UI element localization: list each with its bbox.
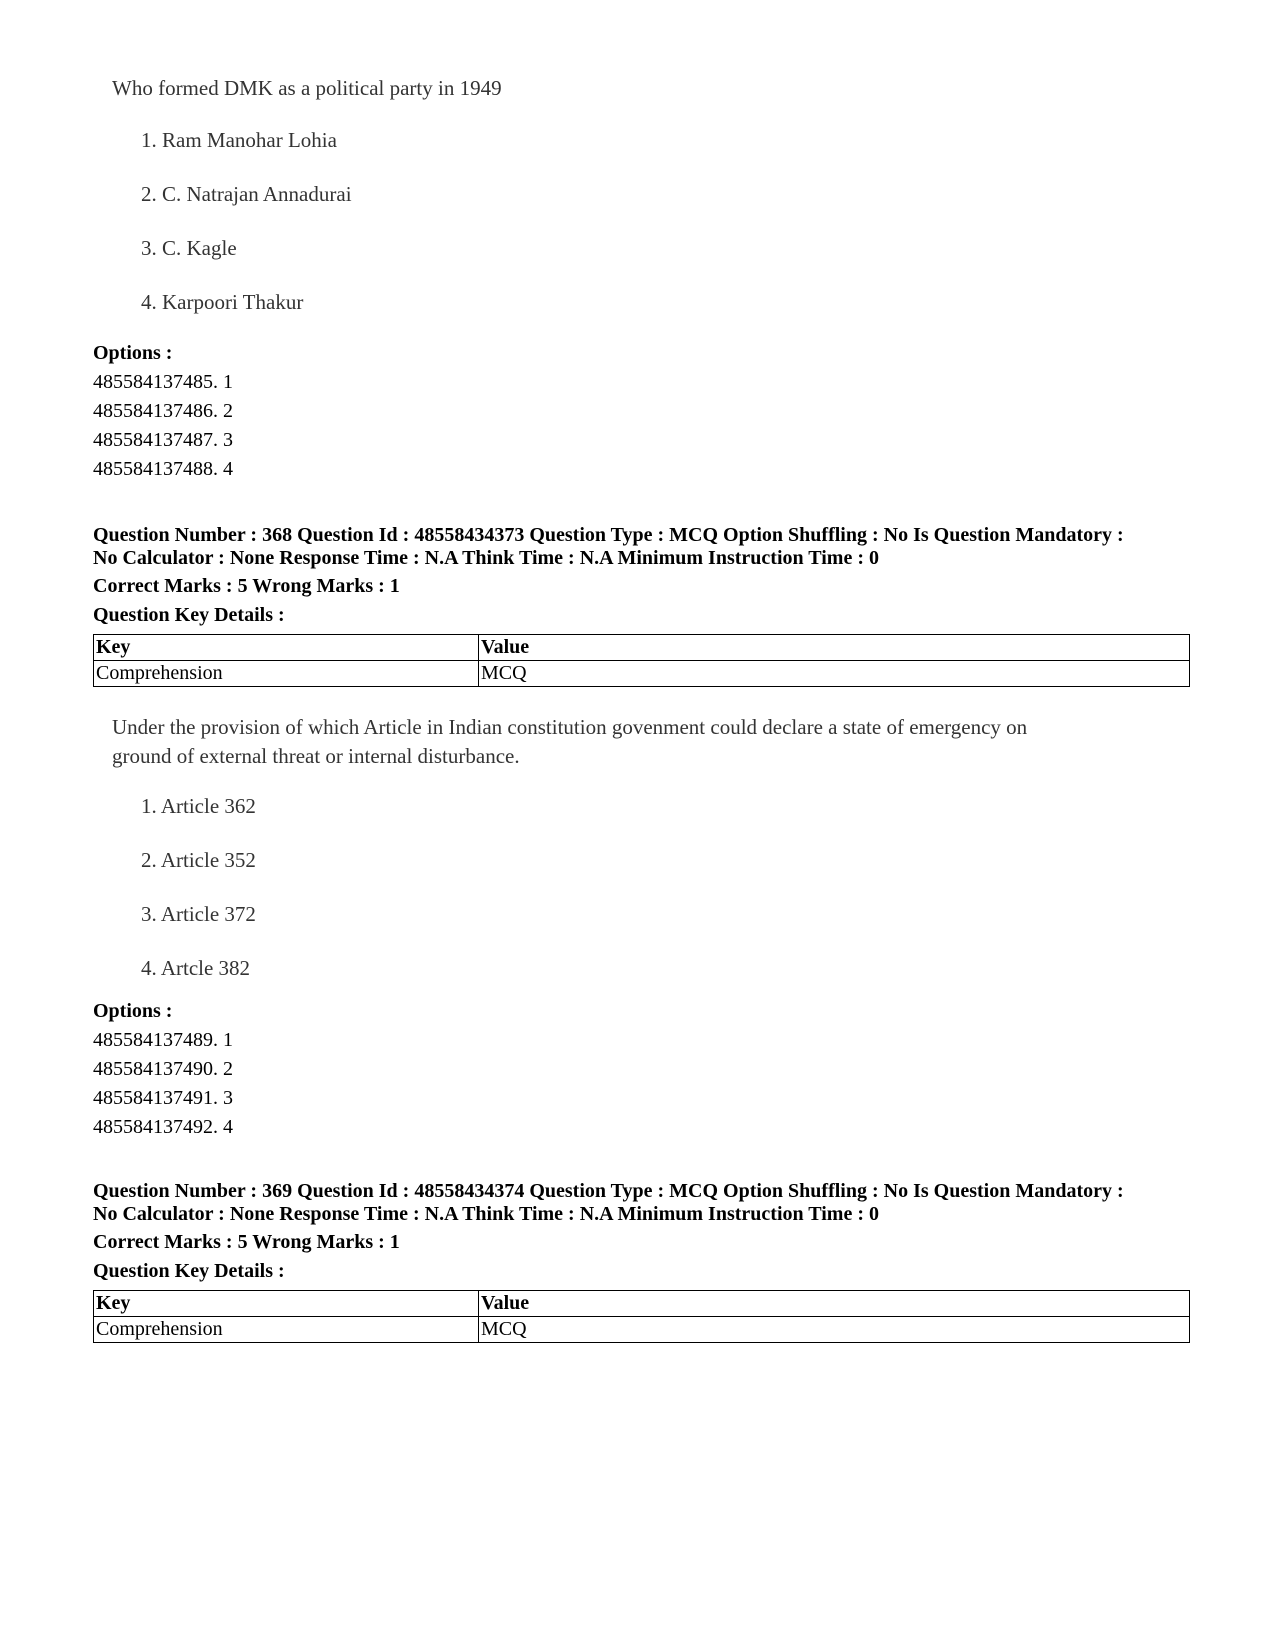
question-meta-line: No Calculator : None Response Time : N.A Think Time : N.A Minimum Instruction Time : 0	[93, 547, 879, 569]
choice-item: 2. Article 352	[141, 848, 256, 872]
question-meta-line: No Calculator : None Response Time : N.A Think Time : N.A Minimum Instruction Time : 0	[93, 1203, 879, 1225]
key-details-table	[93, 1290, 1190, 1343]
table-row	[94, 661, 1190, 687]
option-id-line: 485584137485. 1	[93, 371, 233, 393]
options-label: Options :	[93, 342, 173, 364]
key-details-label: Question Key Details :	[93, 604, 285, 626]
key-details-table	[93, 634, 1190, 687]
key-details-label: Question Key Details :	[93, 1260, 285, 1282]
question-text-line: Under the provision of which Article in Indian constitution govenment could declare a state of emergency on	[112, 715, 1028, 739]
table-header-cell: Key	[94, 635, 479, 661]
table-cell: MCQ	[479, 1317, 1190, 1343]
marks-line: Correct Marks : 5 Wrong Marks : 1	[93, 1231, 400, 1253]
choice-item: 3. C. Kagle	[141, 236, 237, 260]
question-text	[112, 713, 1192, 771]
option-id-line: 485584137486. 2	[93, 400, 233, 422]
option-id-line: 485584137492. 4	[93, 1116, 233, 1138]
choice-item: 4. Artcle 382	[141, 956, 251, 980]
option-id-line: 485584137488. 4	[93, 458, 233, 480]
choice-item: 1. Article 362	[141, 794, 256, 818]
choice-item: 2. C. Natrajan Annadurai	[141, 182, 352, 206]
table-header-cell: Value	[479, 635, 1190, 661]
choice-item: 4. Karpoori Thakur	[141, 290, 304, 314]
table-header-row	[94, 1291, 1190, 1317]
options-label: Options :	[93, 1000, 173, 1022]
choice-item: 1. Ram Manohar Lohia	[141, 128, 337, 152]
question-text-line: ground of external threat or internal disturbance.	[112, 744, 520, 768]
question-text: Who formed DMK as a political party in 1949	[112, 76, 502, 100]
marks-line: Correct Marks : 5 Wrong Marks : 1	[93, 575, 400, 597]
question-meta-line: Question Number : 368 Question Id : 48558434373 Question Type : MCQ Option Shuffling : No Is Question Mandatory :	[93, 524, 1124, 546]
table-row	[94, 1317, 1190, 1343]
table-header-cell: Value	[479, 1291, 1190, 1317]
option-id-line: 485584137490. 2	[93, 1058, 233, 1080]
table-header-cell: Key	[94, 1291, 479, 1317]
option-id-line: 485584137489. 1	[93, 1029, 233, 1051]
question-meta	[93, 524, 1203, 570]
table-cell: Comprehension	[94, 1317, 479, 1343]
option-id-line: 485584137487. 3	[93, 429, 233, 451]
table-cell: Comprehension	[94, 661, 479, 687]
question-meta-line: Question Number : 369 Question Id : 48558434374 Question Type : MCQ Option Shuffling : No Is Question Mandatory :	[93, 1180, 1124, 1202]
option-id-line: 485584137491. 3	[93, 1087, 233, 1109]
table-header-row	[94, 635, 1190, 661]
question-meta	[93, 1180, 1203, 1226]
table-cell: MCQ	[479, 661, 1190, 687]
choice-item: 3. Article 372	[141, 902, 256, 926]
